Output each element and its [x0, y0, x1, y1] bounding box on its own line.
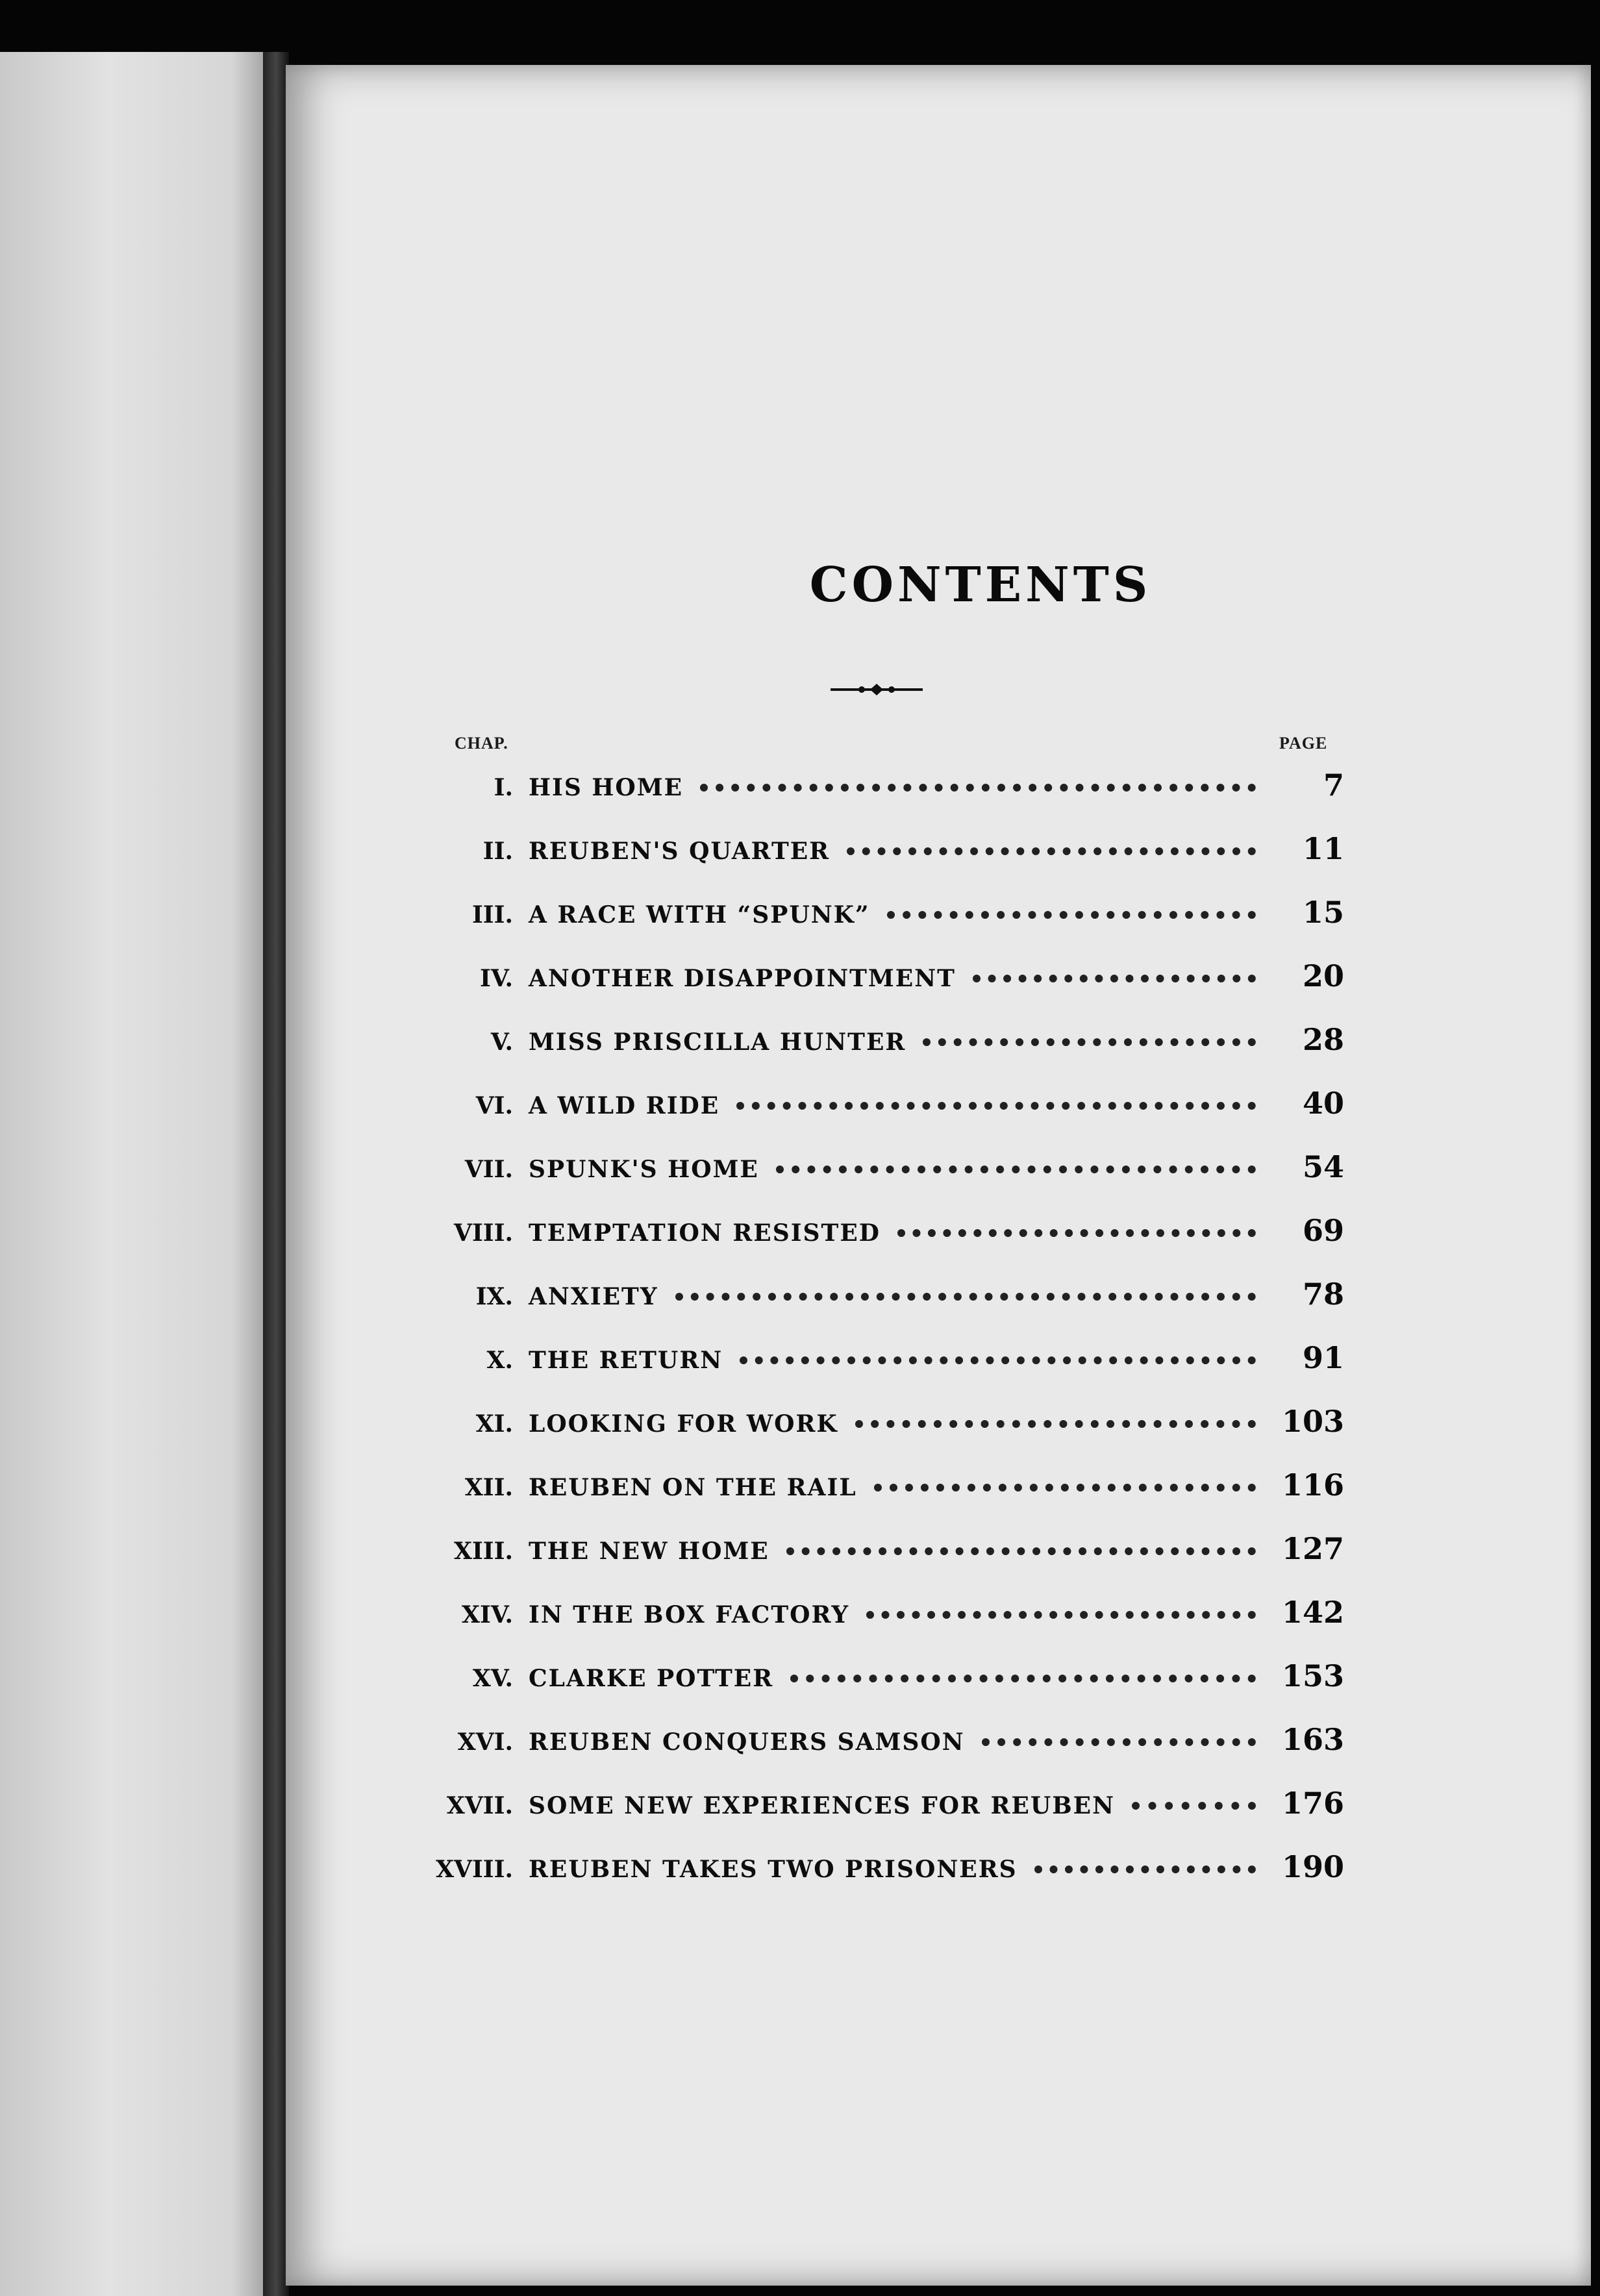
book-gutter [263, 52, 289, 2296]
toc-entry[interactable] [396, 958, 1344, 1022]
dot-leader [866, 1611, 1256, 1619]
toc-entry[interactable] [396, 1022, 1344, 1086]
dot-leader [982, 1738, 1256, 1746]
chapter-number: IX. [475, 1283, 513, 1310]
page-number: 103 [1281, 1404, 1344, 1439]
chapter-number: XI. [475, 1410, 513, 1438]
chapter-title: THE RETURN [529, 1347, 723, 1374]
dot-leader [874, 1484, 1256, 1491]
toc-entry[interactable] [396, 1149, 1344, 1213]
dot-leader [790, 1675, 1256, 1682]
page-number: 54 [1302, 1149, 1344, 1184]
page-number: 190 [1281, 1849, 1344, 1884]
page-number: 127 [1281, 1531, 1344, 1566]
page-number: 69 [1302, 1213, 1344, 1248]
ornament-divider [828, 682, 925, 697]
chapter-number: VII. [464, 1156, 513, 1183]
page-number: 11 [1302, 831, 1344, 866]
toc-entry[interactable] [396, 1467, 1344, 1531]
contents-page [286, 65, 1591, 2286]
dot-leader [1034, 1866, 1256, 1873]
chapter-title: REUBEN CONQUERS SAMSON [529, 1728, 965, 1756]
toc-entry[interactable] [396, 767, 1344, 831]
toc-entry[interactable] [396, 1277, 1344, 1340]
dot-leader [1132, 1802, 1256, 1810]
page-number: 20 [1302, 958, 1344, 993]
page-number: 7 [1323, 767, 1344, 803]
dot-leader [736, 1102, 1256, 1110]
chapter-number: XVII. [446, 1792, 513, 1819]
toc-entry[interactable] [396, 1658, 1344, 1722]
dot-leader [923, 1038, 1256, 1046]
chapter-number: XV. [472, 1665, 513, 1692]
toc-entry[interactable] [396, 1531, 1344, 1595]
table-of-contents [396, 767, 1344, 1913]
chapter-title: A WILD RIDE [529, 1092, 720, 1119]
chapter-title: HIS HOME [529, 774, 684, 801]
toc-entry[interactable] [396, 1849, 1344, 1913]
chapter-title: SOME NEW EXPERIENCES FOR REUBEN [529, 1792, 1115, 1819]
chapter-number: VI. [475, 1092, 513, 1119]
toc-entry[interactable] [396, 1786, 1344, 1849]
chapter-title: A RACE WITH “SPUNK” [529, 901, 870, 929]
dot-leader [776, 1166, 1256, 1173]
page-number: 142 [1281, 1595, 1344, 1630]
toc-entry[interactable] [396, 1722, 1344, 1786]
chapter-title: ANOTHER DISAPPOINTMENT [529, 965, 956, 992]
toc-entry[interactable] [396, 1086, 1344, 1149]
page-number: 116 [1281, 1467, 1344, 1503]
toc-entry[interactable] [396, 1213, 1344, 1277]
toc-entry[interactable] [396, 1340, 1344, 1404]
toc-entry[interactable] [396, 1595, 1344, 1658]
page-number: 40 [1302, 1086, 1344, 1121]
chapter-title: REUBEN'S QUARTER [529, 838, 831, 865]
dot-leader [786, 1547, 1256, 1555]
page-number: 15 [1302, 895, 1344, 930]
chapter-number: I. [494, 774, 513, 801]
page-number: 28 [1302, 1022, 1344, 1057]
page-number: 176 [1281, 1786, 1344, 1821]
chapter-title: MISS PRISCILLA HUNTER [529, 1029, 906, 1056]
chapter-title: REUBEN ON THE RAIL [529, 1474, 857, 1501]
dot-leader [897, 1229, 1256, 1237]
chapter-title: CLARKE POTTER [529, 1665, 774, 1692]
chapter-number: XVIII. [436, 1856, 513, 1883]
chapter-number: VIII. [454, 1219, 513, 1247]
dot-leader [847, 847, 1256, 855]
facing-page-edge [0, 52, 273, 2296]
chapter-number: II. [482, 838, 513, 865]
toc-entry[interactable] [396, 831, 1344, 895]
toc-entry[interactable] [396, 1404, 1344, 1467]
dot-leader [973, 975, 1256, 982]
chapter-number: XIII. [454, 1538, 513, 1565]
dot-leader [675, 1293, 1256, 1301]
chapter-number: XII. [464, 1474, 513, 1501]
page-column-header: PAGE [1279, 734, 1328, 753]
chapter-title: ANXIETY [529, 1283, 658, 1310]
dot-leader [700, 784, 1256, 792]
page-title: CONTENTS [809, 557, 1152, 613]
chapter-title: SPUNK'S HOME [529, 1156, 759, 1183]
page-number: 163 [1281, 1722, 1344, 1757]
page-number: 78 [1302, 1277, 1344, 1312]
dot-leader [740, 1356, 1256, 1364]
chapter-title: IN THE BOX FACTORY [529, 1601, 850, 1628]
chapter-title: TEMPTATION RESISTED [529, 1219, 881, 1247]
chapter-number: IV. [479, 965, 513, 992]
dot-leader [887, 911, 1256, 919]
chapter-number: X. [486, 1347, 513, 1374]
chapter-column-header: CHAP. [455, 734, 508, 753]
chapter-number: XIV. [462, 1601, 513, 1628]
chapter-number: III. [471, 901, 513, 929]
page-number: 91 [1302, 1340, 1344, 1375]
chapter-title: LOOKING FOR WORK [529, 1410, 838, 1438]
dot-leader [855, 1420, 1256, 1428]
toc-entry[interactable] [396, 895, 1344, 958]
chapter-number: V. [490, 1029, 513, 1056]
chapter-number: XVI. [457, 1728, 513, 1756]
page-number: 153 [1281, 1658, 1344, 1693]
chapter-title: THE NEW HOME [529, 1538, 769, 1565]
chapter-title: REUBEN TAKES TWO PRISONERS [529, 1856, 1018, 1883]
